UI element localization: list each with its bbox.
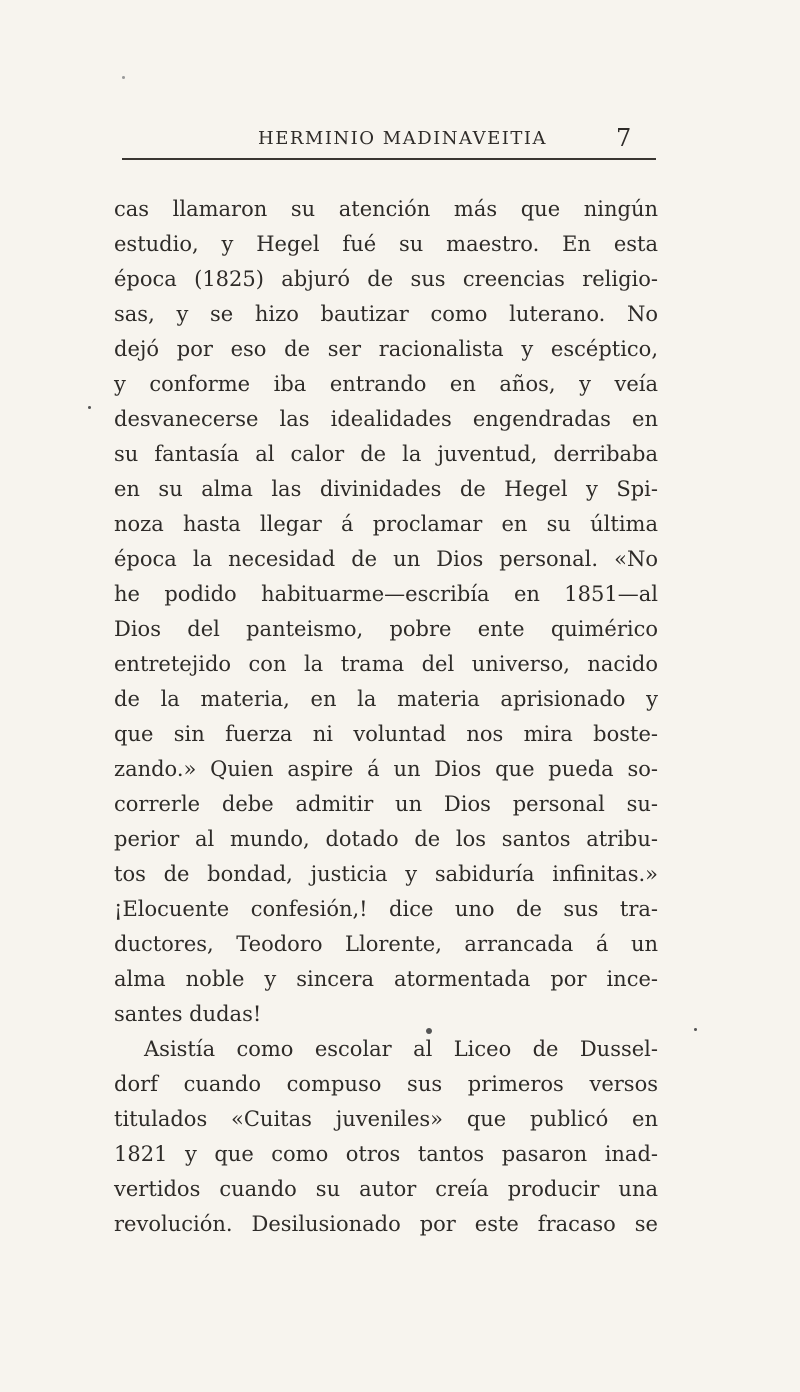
text-line: y conforme iba entrando en años, y veía	[114, 372, 658, 396]
text-line: Asistía como escolar al Liceo de Dussel-	[144, 1037, 658, 1061]
text-line: revolución. Desilusionado por este fracaso se	[114, 1212, 658, 1236]
text-line: entretejido con la trama del universo, nacido	[114, 652, 658, 676]
ink-speck	[694, 1028, 697, 1031]
text-line: tos de bondad, justicia y sabiduría infinitas.»	[114, 862, 658, 886]
text-line: vertidos cuando su autor creía producir una	[114, 1177, 658, 1201]
text-line: en su alma las divinidades de Hegel y Spi-	[114, 477, 658, 501]
running-head	[0, 124, 800, 154]
text-line: 1821 y que como otros tantos pasaron inad-	[114, 1142, 658, 1166]
text-line: ¡Elocuente confesión,! dice uno de sus tra-	[114, 897, 658, 921]
text-line: desvanecerse las idealidades engendradas en	[114, 407, 658, 431]
text-line: noza hasta llegar á proclamar en su última	[114, 512, 658, 536]
header-rule	[122, 158, 656, 160]
text-line: ductores, Teodoro Llorente, arrancada á un	[114, 932, 658, 956]
text-line: dorf cuando compuso sus primeros versos	[114, 1072, 658, 1096]
ink-speck	[122, 76, 125, 79]
text-line: titulados «Cuitas juveniles» que publicó en	[114, 1107, 658, 1131]
ink-speck	[426, 1028, 432, 1034]
ink-speck	[88, 406, 91, 409]
text-line: zando.» Quien aspire á un Dios que pueda so-	[114, 757, 658, 781]
text-line: cas llamaron su atención más que ningún	[114, 197, 658, 221]
text-line: de la materia, en la materia aprisionado y	[114, 687, 658, 711]
text-line: estudio, y Hegel fué su maestro. En esta	[114, 232, 658, 256]
body-text	[114, 192, 658, 1242]
text-line: alma noble y sincera atormentada por ince-	[114, 967, 658, 991]
text-line: sas, y se hizo bautizar como luterano. No	[114, 302, 658, 326]
text-line: época (1825) abjuró de sus creencias religio-	[114, 267, 658, 291]
page-number: 7	[616, 124, 632, 152]
text-line: perior al mundo, dotado de los santos atribu-	[114, 827, 658, 851]
text-line: correrle debe admitir un Dios personal su-	[114, 792, 658, 816]
text-line: su fantasía al calor de la juventud, derribaba	[114, 442, 658, 466]
text-line: santes dudas!	[114, 1002, 262, 1026]
text-line: dejó por eso de ser racionalista y escéptico,	[114, 337, 658, 361]
text-line: Dios del panteismo, pobre ente quimérico	[114, 617, 658, 641]
text-line: he podido habituarme—escribía en 1851—al	[114, 582, 658, 606]
text-line: época la necesidad de un Dios personal. «No	[114, 547, 658, 571]
running-head-title: HERMINIO MADINAVEITIA	[258, 128, 547, 149]
text-line: que sin fuerza ni voluntad nos mira boste-	[114, 722, 658, 746]
